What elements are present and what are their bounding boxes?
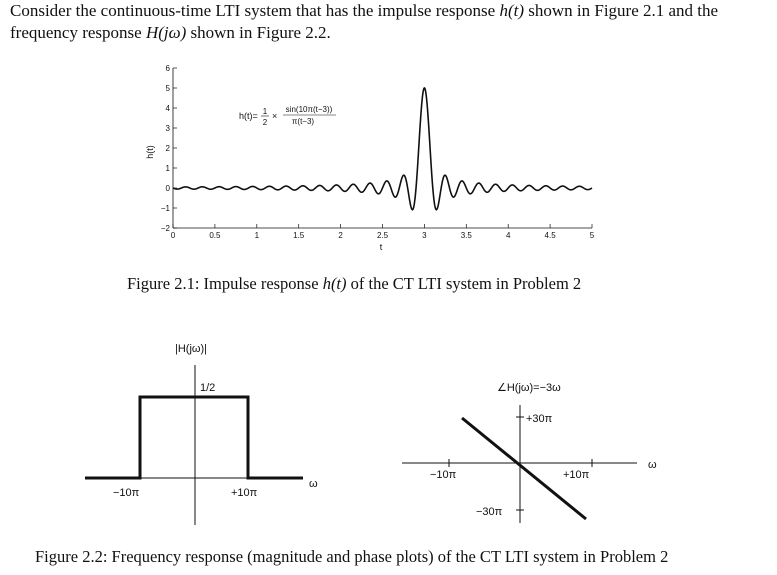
impulse-response-curve	[173, 88, 592, 210]
phase-omega-label: ω	[648, 459, 657, 471]
x-ticks	[171, 224, 595, 240]
x-tick-label: 4.5	[544, 231, 556, 240]
intro-text-1: Consider the continuous-time LTI system that has the impulse response	[10, 1, 500, 20]
y-tick-label: 3	[165, 124, 170, 133]
formula-annotation	[239, 105, 336, 127]
x-tick-label: 0.5	[209, 231, 221, 240]
magnitude-title: |H(jω)|	[175, 343, 208, 355]
intro-text-2: shown in Figure 2.1 and the frequency response	[10, 1, 719, 42]
formula-half-den: 2	[262, 118, 268, 127]
frequency-response-plots	[0, 335, 777, 535]
y-ticks	[161, 64, 177, 233]
x-tick-label: 1	[254, 231, 260, 240]
x-tick-label: 0	[170, 231, 176, 240]
y-tick-label: −2	[160, 224, 170, 233]
intro-math-h: h(t)	[499, 1, 525, 20]
figure-2-2-caption: Figure 2.2: Frequency response (magnitude and phase plots) of the CT LTI system in Problem 2	[35, 547, 669, 566]
intro-paragraph	[10, 0, 770, 44]
intro-math-H: H(jω)	[145, 23, 187, 42]
formula-half-num: 1	[262, 107, 268, 116]
formula-lhs: h(t)=	[239, 111, 258, 121]
y-tick-label: 6	[165, 64, 170, 73]
x-tick-label: 1.5	[293, 231, 305, 240]
magnitude-rect-pulse	[85, 397, 303, 478]
x-tick-label: 2	[338, 231, 343, 240]
intro-text-3: shown in Figure 2.2.	[186, 23, 331, 42]
magnitude-right-cutoff: +10π	[231, 487, 258, 499]
caption-post: of the CT LTI system in Problem 2	[346, 274, 582, 293]
caption-pre: Figure 2.1: Impulse response	[127, 274, 323, 293]
y-tick-label: 2	[165, 144, 170, 153]
phase-title: ∠H(jω)=−3ω	[497, 382, 561, 394]
y-tick-label: 0	[165, 184, 170, 193]
magnitude-level-label: 1/2	[200, 382, 216, 394]
phase-left-label: −10π	[430, 469, 457, 481]
y-tick-label: −1	[160, 204, 170, 213]
phase-bottom-label: −30π	[476, 506, 503, 518]
phase-right-label: +10π	[563, 469, 590, 481]
phase-top-label: +30π	[526, 413, 553, 425]
magnitude-left-cutoff: −10π	[113, 487, 140, 499]
formula-frac-den: π(t−3)	[291, 117, 315, 126]
plot-axes	[173, 68, 592, 228]
x-tick-label: 3	[422, 231, 427, 240]
x-tick-label: 4	[505, 231, 511, 240]
formula-frac-num: sin(10π(t−3))	[285, 105, 333, 114]
x-axis-label: t	[379, 242, 383, 252]
y-tick-label: 4	[165, 104, 170, 113]
y-axis-label: h(t)	[145, 145, 155, 159]
x-tick-label: 2.5	[376, 231, 389, 240]
magnitude-plot	[85, 343, 318, 525]
y-tick-label: 1	[165, 164, 170, 173]
figure-2-1-caption	[127, 274, 581, 294]
y-tick-label: 5	[165, 84, 170, 93]
formula-times: ×	[272, 111, 278, 121]
magnitude-omega-label: ω	[309, 478, 318, 490]
x-tick-label: 3.5	[460, 231, 472, 240]
caption-math: h(t)	[322, 274, 347, 293]
x-tick-label: 5	[589, 231, 595, 240]
phase-plot	[402, 382, 657, 523]
